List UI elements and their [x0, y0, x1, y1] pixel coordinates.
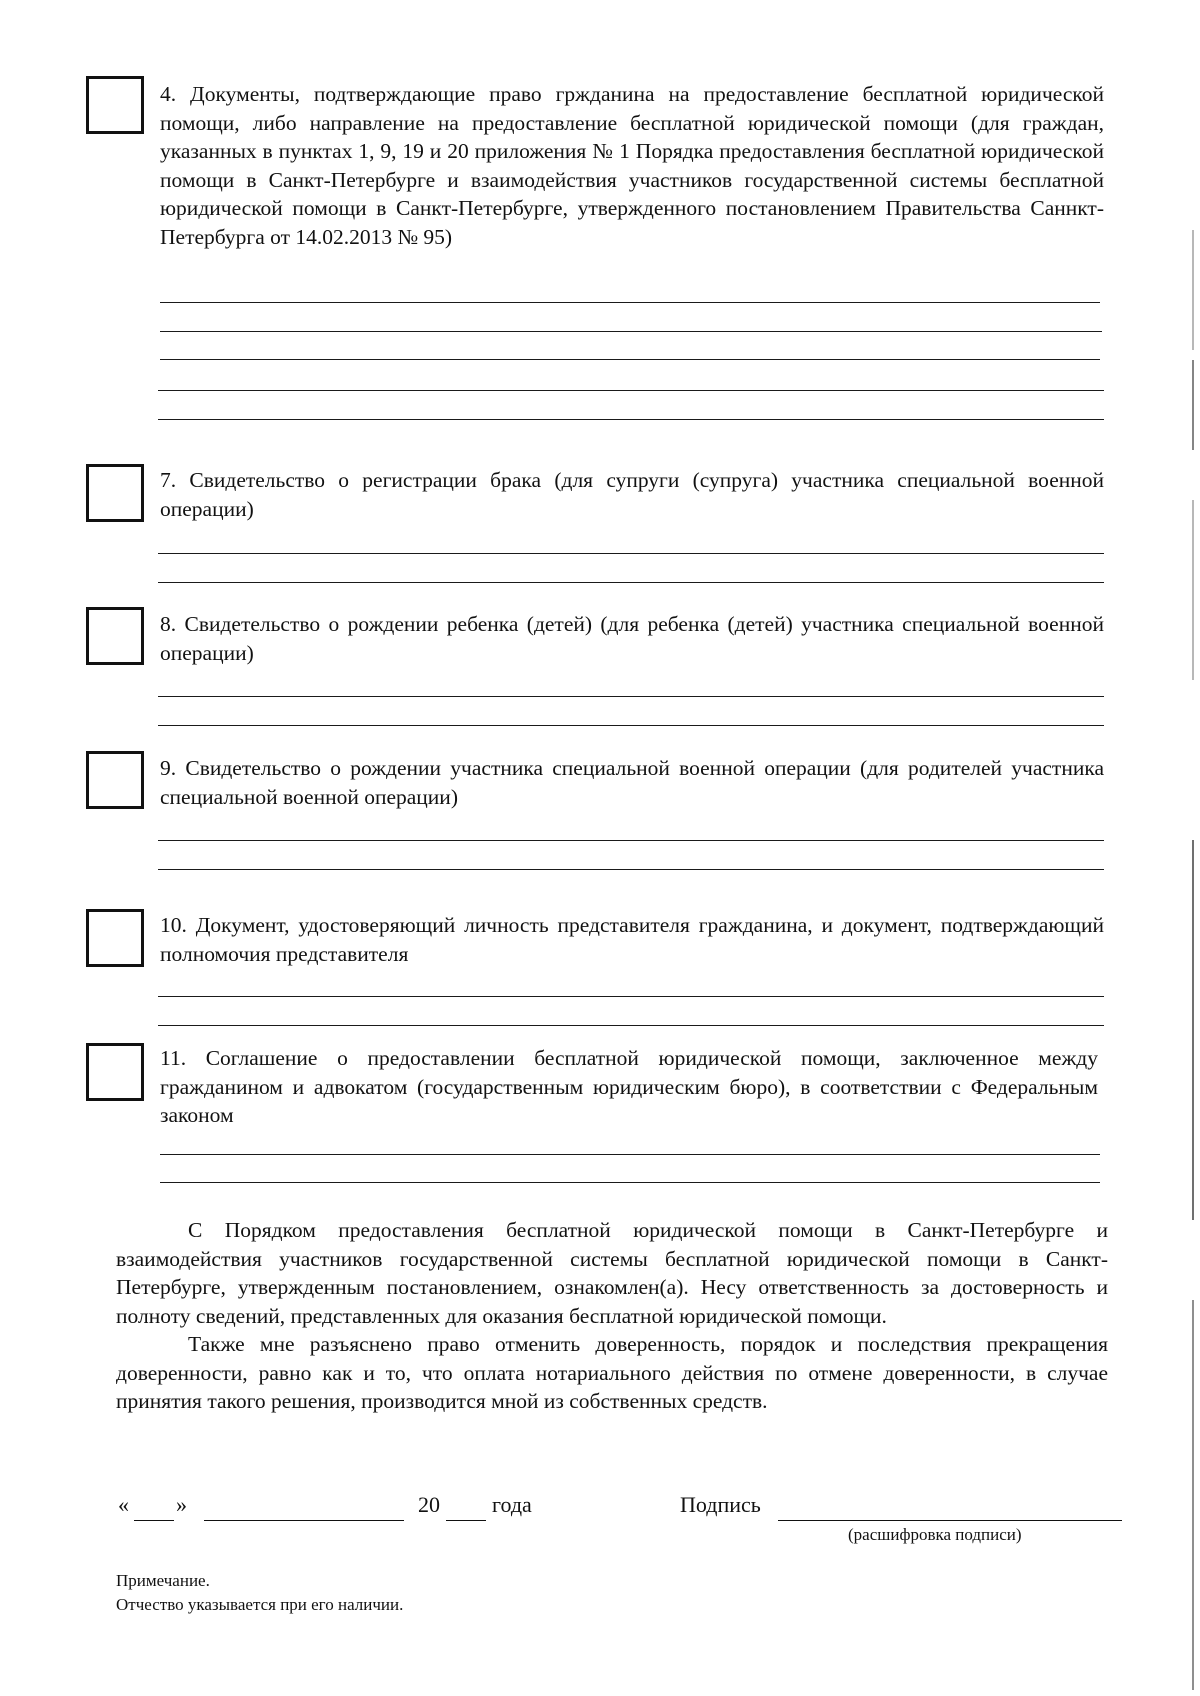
fill-line[interactable]: [160, 302, 1100, 303]
fill-line[interactable]: [158, 725, 1104, 726]
fill-line[interactable]: [160, 359, 1100, 360]
fill-line[interactable]: [158, 390, 1104, 391]
statement-block: [116, 1216, 1108, 1416]
fill-line[interactable]: [158, 1025, 1104, 1026]
fill-line[interactable]: [160, 1182, 1100, 1183]
item-9-text: 9. Свидетельство о рождении участника специальной военной операции (для родителей участника специальной военной операции): [160, 756, 1104, 809]
fill-line[interactable]: [158, 696, 1104, 697]
month-field[interactable]: [204, 1520, 404, 1521]
signature-label: Подпись: [680, 1492, 761, 1517]
item-10-text: 10. Документ, удостоверяющий личность представителя гражданина, и документ, подтверждающий полномочия представителя: [160, 913, 1104, 966]
item-4-text: 4. Документы, подтверждающие право гржданина на предоставление бесплатной юридической помощи, либо направление на предоставление бесплатной юридической помощи (для граждан, указанных в пунктах 1, 9, 19 и 20 приложения № 1 Порядка предоставления бесплатной юридической помощи в Санкт-Петербурге и взаимодействия участников государственной системы бесплатной юридической помощи в Санкт-Петербурге, утвержденного постановлением Правительства Саннкт-Петербурга от 14.02.2013 № 95): [160, 82, 1104, 249]
note-text: Отчество указывается при его наличии.: [116, 1595, 404, 1614]
item-8-text: 8. Свидетельство о рождении ребенка (детей) (для ребенка (детей) участника специальной военной операции): [160, 612, 1104, 665]
item-7-text: 7. Свидетельство о регистрации брака (для супруги (супруга) участника специальной военной операции): [160, 468, 1104, 521]
signature-field[interactable]: [778, 1520, 1122, 1521]
fill-line[interactable]: [158, 869, 1104, 870]
checkbox-item-4[interactable]: [86, 76, 144, 134]
scan-edge-mark: [1192, 500, 1194, 680]
quote-open: «: [118, 1492, 129, 1517]
fill-line[interactable]: [158, 840, 1104, 841]
scan-edge-mark: [1192, 1300, 1194, 1690]
checkbox-item-7[interactable]: [86, 464, 144, 522]
fill-line[interactable]: [158, 996, 1104, 997]
fill-line[interactable]: [160, 331, 1102, 332]
fill-line[interactable]: [158, 553, 1104, 554]
year-field[interactable]: [446, 1520, 486, 1521]
fill-line[interactable]: [160, 1154, 1100, 1155]
quote-close: »: [176, 1492, 187, 1517]
checkbox-item-11[interactable]: [86, 1043, 144, 1101]
statement-paragraph-2: Также мне разъяснено право отменить доверенность, порядок и последствия прекращения доверенности, равно как и то, что оплата нотариального действия по отмене доверенности, в случае принятия такого решения, производится мной из собственных средств.: [116, 1332, 1108, 1413]
scan-edge-mark: [1192, 360, 1194, 450]
year-suffix: года: [492, 1492, 532, 1517]
note-title: Примечание.: [116, 1571, 210, 1590]
scan-edge-mark: [1192, 840, 1194, 1220]
day-field[interactable]: [134, 1520, 174, 1521]
scan-edge-mark: [1192, 230, 1194, 350]
checkbox-item-9[interactable]: [86, 751, 144, 809]
statement-paragraph-1: С Порядком предоставления бесплатной юридической помощи в Санкт-Петербурге и взаимодействия участников государственной системы бесплатной юридической помощи в Санкт-Петербурге, утвержденным постановлением, ознакомлен(а). Несу ответственность за достоверность и полноту сведений, представленных для оказания бесплатной юридической помощи.: [116, 1218, 1108, 1328]
item-11-text: 11. Соглашение о предоставлении бесплатной юридической помощи, заключенное между гражданином и адвокатом (государственным юридическим бюро), в соответствии с Федеральным законом: [160, 1046, 1098, 1127]
signature-decoding-label: (расшифровка подписи): [848, 1525, 1022, 1544]
year-prefix: 20: [418, 1492, 440, 1517]
checkbox-item-10[interactable]: [86, 909, 144, 967]
checkbox-item-8[interactable]: [86, 607, 144, 665]
fill-line[interactable]: [158, 582, 1104, 583]
fill-line[interactable]: [158, 419, 1104, 420]
